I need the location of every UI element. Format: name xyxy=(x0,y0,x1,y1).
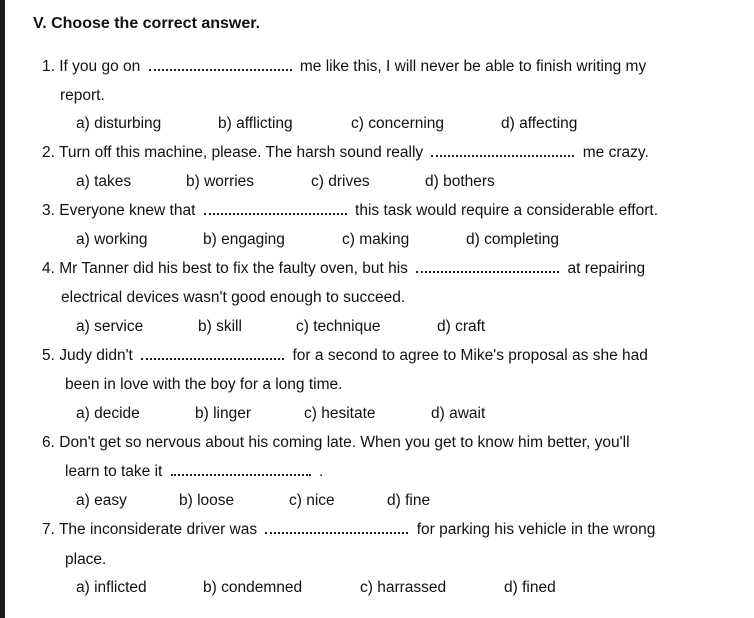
question-text: Turn off this machine, please. The harsh sound really xyxy=(58,144,424,161)
question-1-stem xyxy=(42,57,646,77)
question-text: Everyone knew that xyxy=(59,202,196,219)
question-2-option-b[interactable]: b) worries xyxy=(186,173,255,190)
question-text: me like this, I will never be able to finish writing my xyxy=(299,58,647,75)
question-7-option-a[interactable]: a) inflicted xyxy=(76,579,147,596)
question-7-option-c[interactable]: c) harrassed xyxy=(360,579,447,596)
question-number: 2. xyxy=(42,144,55,161)
question-6-option-a[interactable]: a) easy xyxy=(76,492,127,509)
question-3-option-c[interactable]: c) making xyxy=(342,231,410,248)
question-text: for parking his vehicle in the wrong xyxy=(416,521,656,538)
question-number: 1. xyxy=(42,58,55,75)
question-1-option-d[interactable]: d) affecting xyxy=(501,115,578,132)
question-5-stem xyxy=(42,346,648,366)
question-6-option-c[interactable]: c) nice xyxy=(289,492,335,509)
question-5-option-b[interactable]: b) linger xyxy=(195,405,251,422)
question-5-option-d[interactable]: d) await xyxy=(431,405,486,422)
question-4-stem-continued: electrical devices wasn't good enough to succeed. xyxy=(61,289,406,306)
question-text: The inconsiderate driver was xyxy=(58,521,258,538)
question-2-option-c[interactable]: c) drives xyxy=(311,173,370,190)
question-text: Don't get so nervous about his coming late. When you get to know him better, you'll xyxy=(59,434,630,451)
question-number: 6. xyxy=(42,434,55,451)
question-number: 3. xyxy=(42,202,55,219)
question-6-stem xyxy=(42,433,630,453)
answer-blank[interactable] xyxy=(265,522,408,534)
question-text: me crazy. xyxy=(582,144,649,161)
question-7-option-b[interactable]: b) condemned xyxy=(203,579,303,596)
question-3-option-b[interactable]: b) engaging xyxy=(203,231,285,248)
question-4-option-c[interactable]: c) technique xyxy=(296,318,381,335)
question-5-stem-continued: been in love with the boy for a long time. xyxy=(65,376,343,393)
question-1-option-b[interactable]: b) afflicting xyxy=(218,115,293,132)
question-2-option-a[interactable]: a) takes xyxy=(76,173,132,190)
answer-blank[interactable] xyxy=(141,348,284,360)
question-number: 4. xyxy=(42,260,55,277)
question-5-option-a[interactable]: a) decide xyxy=(76,405,140,422)
question-4-option-d[interactable]: d) craft xyxy=(437,318,486,335)
question-1-option-c[interactable]: c) concerning xyxy=(351,115,445,132)
question-4-option-a[interactable]: a) service xyxy=(76,318,144,335)
question-text: for a second to agree to Mike's proposal as she had xyxy=(292,347,648,364)
question-4-stem xyxy=(42,259,645,279)
question-2-stem xyxy=(42,143,649,163)
question-1-option-a[interactable]: a) disturbing xyxy=(76,115,162,132)
question-6-option-d[interactable]: d) fine xyxy=(387,492,431,509)
answer-blank[interactable] xyxy=(416,261,559,273)
question-number: 5. xyxy=(42,347,55,364)
answer-blank[interactable] xyxy=(431,145,574,157)
answer-blank[interactable] xyxy=(204,203,347,215)
question-7-stem xyxy=(42,520,655,540)
question-number: 7. xyxy=(42,521,55,538)
question-text: If you go on xyxy=(59,58,141,75)
question-3-stem xyxy=(42,201,658,221)
question-6-option-b[interactable]: b) loose xyxy=(179,492,235,509)
question-text: learn to take it xyxy=(65,463,163,480)
question-2-option-d[interactable]: d) bothers xyxy=(425,173,495,190)
question-5-option-c[interactable]: c) hesitate xyxy=(304,405,376,422)
question-7-stem-continued: place. xyxy=(65,551,107,568)
question-text: . xyxy=(318,463,324,480)
answer-blank[interactable] xyxy=(149,59,292,71)
section-title: V. Choose the correct answer. xyxy=(33,15,261,32)
question-text: Judy didn't xyxy=(59,347,133,364)
question-3-option-d[interactable]: d) completing xyxy=(466,231,560,248)
answer-blank[interactable] xyxy=(171,464,311,476)
question-text: Mr Tanner did his best to fix the faulty oven, but his xyxy=(59,260,408,277)
question-3-option-a[interactable]: a) working xyxy=(76,231,148,248)
question-1-stem-continued: report. xyxy=(60,87,105,104)
question-7-option-d[interactable]: d) fined xyxy=(504,579,556,596)
question-4-option-b[interactable]: b) skill xyxy=(198,318,242,335)
question-text: at repairing xyxy=(567,260,646,277)
question-6-stem-continued xyxy=(65,462,323,482)
question-text: this task would require a considerable effort. xyxy=(355,202,659,219)
